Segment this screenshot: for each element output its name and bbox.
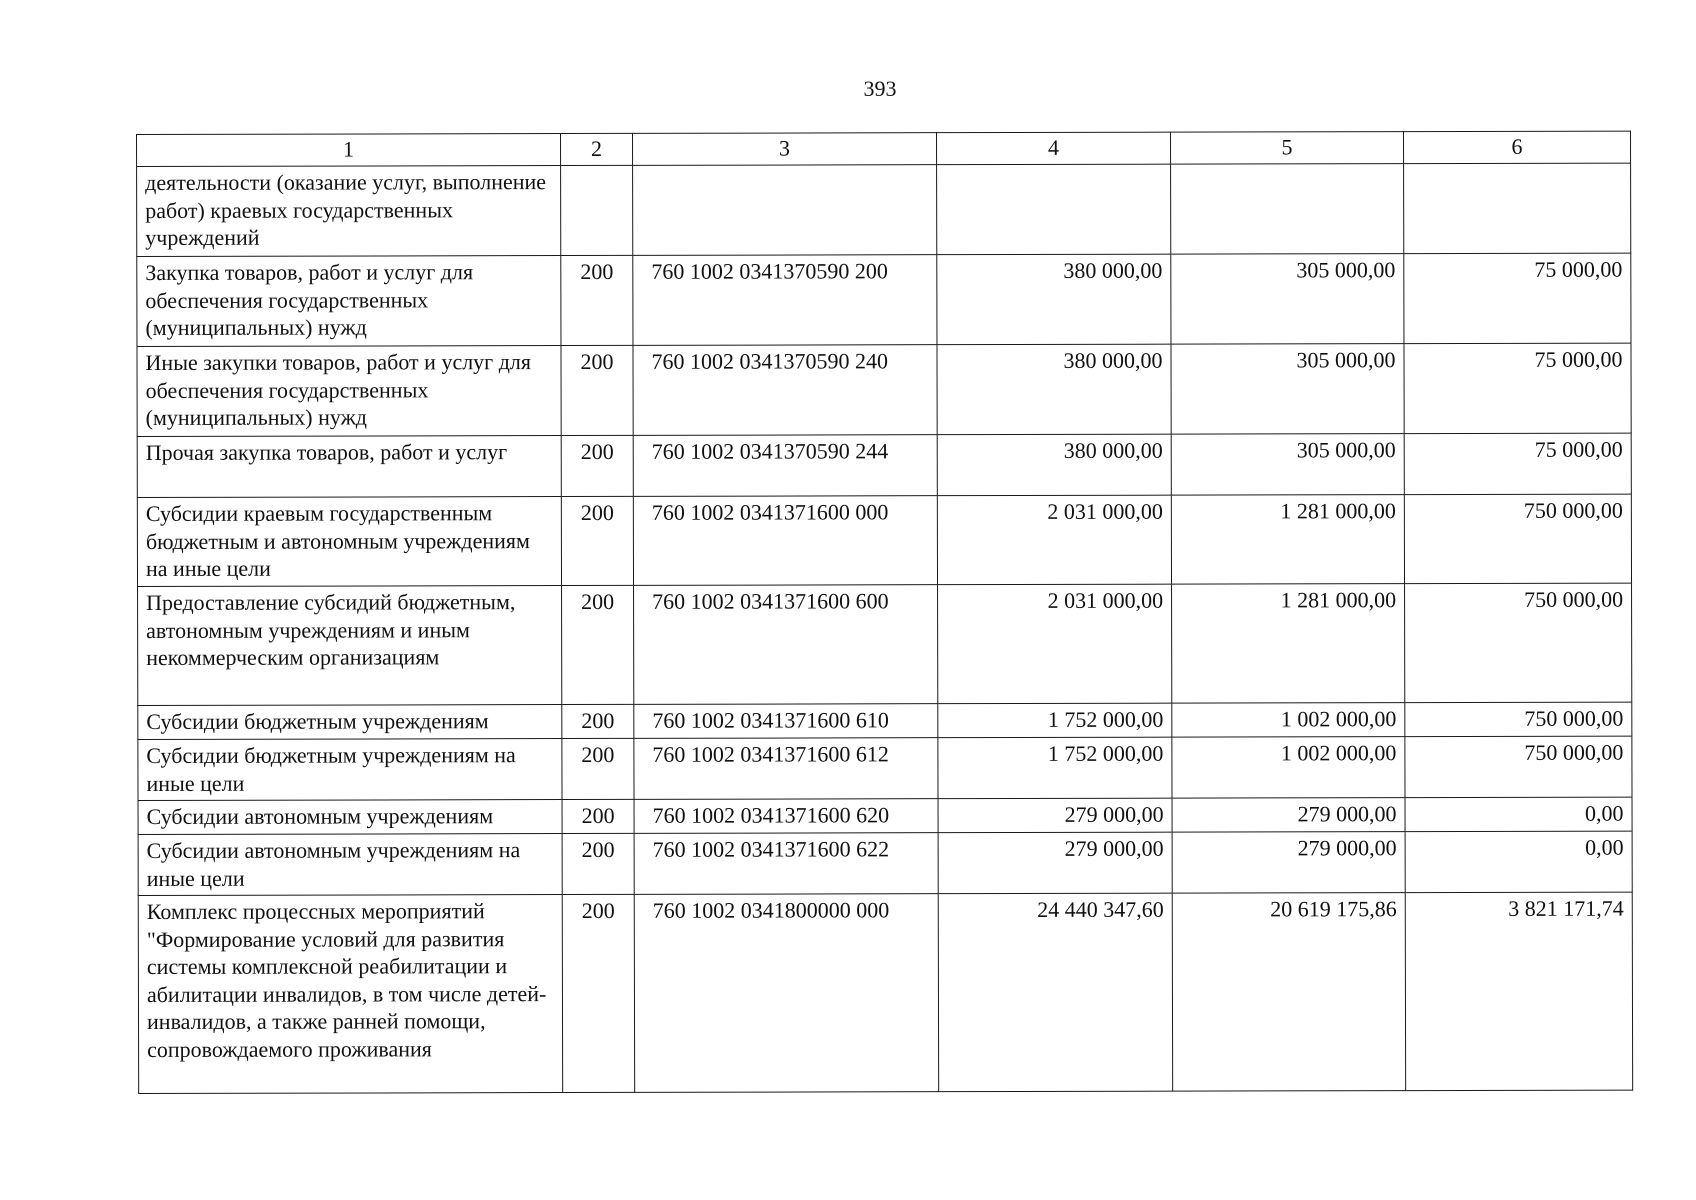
- row-value-5: 305 000,00: [1171, 254, 1404, 345]
- row-code: 200: [562, 894, 634, 1092]
- row-name: Субсидии бюджетным учреждениям: [138, 705, 562, 740]
- row-kbk: 760 1002 0341800000 000: [634, 894, 938, 1093]
- row-name: Комплекс процессных мероприятий "Формирование условий для развития системы комплексной реабилитации и абилитации инвалидов, в том числе детей-инвалидов, а также ранней помощи, сопровождаемого проживания: [138, 895, 562, 1094]
- row-value-5: 279 000,00: [1172, 798, 1405, 833]
- row-kbk: 760 1002 0341371600 000: [633, 496, 937, 586]
- table-row: [137, 253, 1631, 346]
- row-value-4: 2 031 000,00: [937, 495, 1171, 585]
- row-name: Субсидии бюджетным учреждениям на иные цели: [138, 739, 562, 801]
- row-value-4: 279 000,00: [938, 798, 1172, 833]
- row-value-5: 1 281 000,00: [1172, 584, 1405, 704]
- header-col-3: 3: [632, 133, 936, 166]
- row-value-6: [1404, 163, 1631, 254]
- table-row: [137, 163, 1631, 256]
- row-code: 200: [562, 738, 634, 799]
- row-value-6: 750 000,00: [1404, 494, 1631, 584]
- row-kbk: 760 1002 0341371600 600: [634, 585, 938, 705]
- row-name: Субсидии краевым государственным бюджетным и автономным учреждениям на иные цели: [137, 497, 561, 587]
- row-name: деятельности (оказание услуг, выполнение работ) краевых государственных учреждений: [137, 166, 561, 257]
- page-number: 393: [863, 76, 897, 101]
- table-row: [137, 343, 1631, 436]
- row-value-6: 750 000,00: [1405, 736, 1632, 798]
- header-col-1: 1: [137, 134, 561, 167]
- row-code: 200: [561, 345, 633, 435]
- row-code: 200: [561, 435, 633, 496]
- row-value-5: 1 002 000,00: [1172, 737, 1405, 799]
- row-value-6: 0,00: [1405, 797, 1632, 832]
- row-value-6: 750 000,00: [1405, 583, 1632, 703]
- row-name: Закупка товаров, работ и услуг для обеспечения государственных (муниципальных) нужд: [137, 256, 561, 347]
- row-value-6: 3 821 171,74: [1405, 892, 1632, 1091]
- row-code: 200: [562, 833, 634, 894]
- row-value-5: 305 000,00: [1171, 434, 1404, 496]
- row-value-5: 20 619 175,86: [1172, 893, 1405, 1092]
- row-kbk: 760 1002 0341370590 244: [633, 435, 937, 497]
- row-kbk: 760 1002 0341370590 200: [633, 255, 937, 346]
- table-row: [138, 583, 1632, 705]
- row-name: Иные закупки товаров, работ и услуг для обеспечения государственных (муниципальных) нужд: [137, 346, 561, 437]
- table-row: [138, 702, 1632, 739]
- row-value-6: 75 000,00: [1404, 343, 1631, 434]
- table-row: [138, 831, 1632, 895]
- row-value-4: 380 000,00: [937, 434, 1171, 496]
- row-code: 200: [561, 496, 633, 585]
- row-value-5: 1 002 000,00: [1172, 703, 1405, 738]
- table-row: [137, 494, 1631, 586]
- row-name: Прочая закупка товаров, работ и услуг: [137, 436, 561, 498]
- row-name: Субсидии автономным учреждениям: [138, 800, 562, 835]
- row-value-4: 279 000,00: [938, 832, 1172, 894]
- row-name: Субсидии автономным учреждениям на иные цели: [138, 834, 562, 896]
- header-col-4: 4: [936, 132, 1170, 165]
- table-row: [138, 892, 1632, 1093]
- table-row: [138, 736, 1632, 800]
- budget-table: [136, 131, 1633, 1094]
- row-value-6: 750 000,00: [1405, 702, 1632, 737]
- row-value-4: [937, 164, 1171, 255]
- row-kbk: 760 1002 0341370590 240: [633, 345, 937, 436]
- row-name: Предоставление субсидий бюджетным, автономным учреждениям и иным некоммерческим организациям: [138, 586, 562, 706]
- header-col-5: 5: [1170, 132, 1403, 165]
- row-value-5: 279 000,00: [1172, 832, 1405, 894]
- row-code: [561, 165, 633, 255]
- row-value-4: 1 752 000,00: [938, 737, 1172, 799]
- row-kbk: 760 1002 0341371600 610: [634, 704, 938, 739]
- header-row: [137, 131, 1631, 166]
- row-code: 200: [561, 255, 633, 345]
- header-col-6: 6: [1403, 131, 1630, 164]
- row-value-6: 0,00: [1405, 831, 1632, 893]
- row-code: 200: [562, 585, 634, 704]
- row-value-5: 1 281 000,00: [1171, 495, 1404, 585]
- header-col-2: 2: [561, 133, 633, 165]
- row-value-5: [1171, 164, 1404, 255]
- row-kbk: 760 1002 0341371600 620: [634, 799, 938, 834]
- row-code: 200: [562, 799, 634, 833]
- row-value-6: 75 000,00: [1404, 253, 1631, 344]
- row-kbk: [633, 165, 937, 256]
- row-value-4: 380 000,00: [937, 344, 1171, 435]
- row-code: 200: [562, 704, 634, 738]
- row-value-4: 380 000,00: [937, 254, 1171, 345]
- table-row: [137, 433, 1631, 497]
- row-kbk: 760 1002 0341371600 622: [634, 833, 938, 895]
- row-value-4: 1 752 000,00: [938, 703, 1172, 738]
- row-value-4: 2 031 000,00: [938, 584, 1172, 704]
- row-value-5: 305 000,00: [1171, 344, 1404, 435]
- row-kbk: 760 1002 0341371600 612: [634, 738, 938, 800]
- table-row: [138, 797, 1632, 834]
- row-value-4: 24 440 347,60: [938, 893, 1172, 1092]
- row-value-6: 75 000,00: [1404, 433, 1631, 495]
